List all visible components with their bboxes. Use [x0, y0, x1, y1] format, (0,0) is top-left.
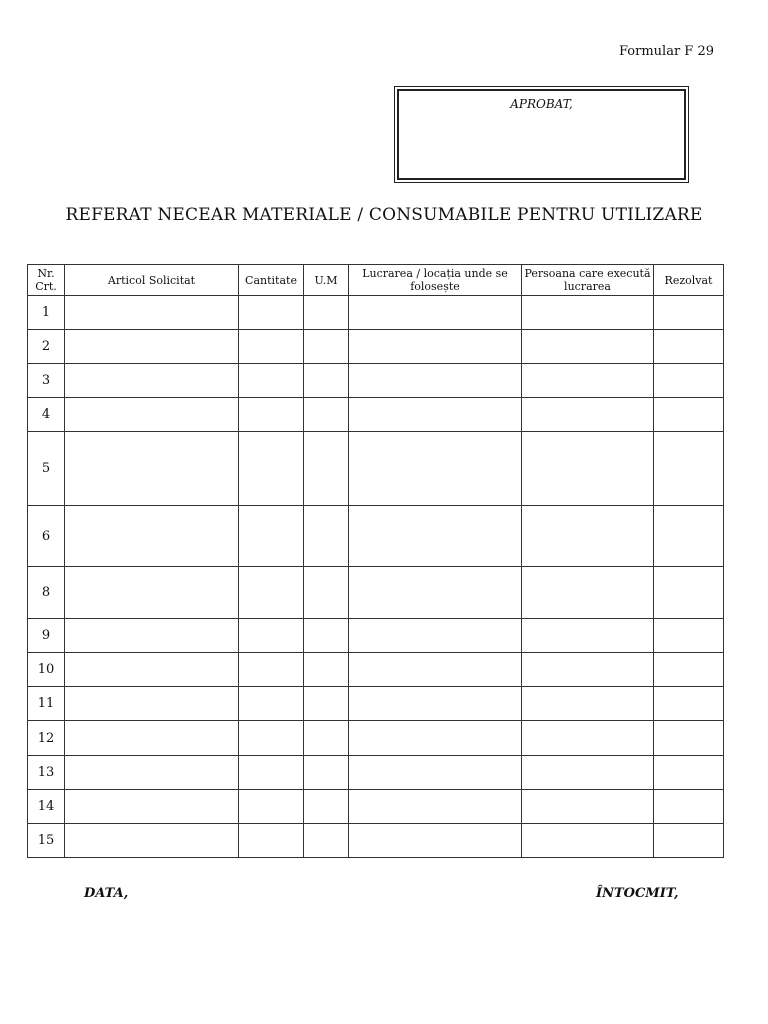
- row-number: 4: [28, 398, 65, 432]
- article-cell[interactable]: [65, 721, 239, 756]
- table-header-row: [28, 265, 724, 296]
- article-cell[interactable]: [65, 506, 239, 567]
- resolved-cell[interactable]: [654, 506, 724, 567]
- location-cell[interactable]: [349, 364, 522, 398]
- col-header-resolved: Rezolvat: [654, 265, 724, 296]
- col-header-location: Lucrarea / locația unde se folosește: [349, 265, 522, 296]
- table-row: [28, 330, 724, 364]
- unit-cell[interactable]: [304, 756, 349, 790]
- location-cell[interactable]: [349, 619, 522, 653]
- resolved-cell[interactable]: [654, 790, 724, 824]
- location-cell[interactable]: [349, 653, 522, 687]
- row-number: 11: [28, 687, 65, 721]
- row-number: 6: [28, 506, 65, 567]
- person-cell[interactable]: [522, 398, 654, 432]
- resolved-cell[interactable]: [654, 824, 724, 858]
- quantity-cell[interactable]: [239, 721, 304, 756]
- resolved-cell[interactable]: [654, 687, 724, 721]
- resolved-cell[interactable]: [654, 721, 724, 756]
- resolved-cell[interactable]: [654, 330, 724, 364]
- quantity-cell[interactable]: [239, 619, 304, 653]
- quantity-cell[interactable]: [239, 653, 304, 687]
- article-cell[interactable]: [65, 619, 239, 653]
- quantity-cell[interactable]: [239, 567, 304, 619]
- row-number: 8: [28, 567, 65, 619]
- location-cell[interactable]: [349, 790, 522, 824]
- person-cell[interactable]: [522, 721, 654, 756]
- row-number: 1: [28, 296, 65, 330]
- table-row: [28, 567, 724, 619]
- table-row: [28, 364, 724, 398]
- article-cell[interactable]: [65, 432, 239, 506]
- resolved-cell[interactable]: [654, 398, 724, 432]
- row-number: 10: [28, 653, 65, 687]
- table-row: [28, 721, 724, 756]
- unit-cell[interactable]: [304, 721, 349, 756]
- location-cell[interactable]: [349, 506, 522, 567]
- row-number: 2: [28, 330, 65, 364]
- row-number: 12: [28, 721, 65, 756]
- article-cell[interactable]: [65, 330, 239, 364]
- person-cell[interactable]: [522, 296, 654, 330]
- resolved-cell[interactable]: [654, 567, 724, 619]
- row-number: 15: [28, 824, 65, 858]
- resolved-cell[interactable]: [654, 296, 724, 330]
- location-cell[interactable]: [349, 432, 522, 506]
- row-number: 13: [28, 756, 65, 790]
- table-row: [28, 296, 724, 330]
- resolved-cell[interactable]: [654, 653, 724, 687]
- quantity-cell[interactable]: [239, 824, 304, 858]
- approval-label: APROBAT,: [397, 89, 686, 180]
- resolved-cell[interactable]: [654, 432, 724, 506]
- location-cell[interactable]: [349, 398, 522, 432]
- location-cell[interactable]: [349, 824, 522, 858]
- table-row: [28, 824, 724, 858]
- unit-cell[interactable]: [304, 330, 349, 364]
- table-row: [28, 653, 724, 687]
- article-cell[interactable]: [65, 653, 239, 687]
- quantity-cell[interactable]: [239, 756, 304, 790]
- row-number: 14: [28, 790, 65, 824]
- article-cell[interactable]: [65, 756, 239, 790]
- person-cell[interactable]: [522, 619, 654, 653]
- table-row: [28, 432, 724, 506]
- person-cell[interactable]: [522, 330, 654, 364]
- article-cell[interactable]: [65, 296, 239, 330]
- person-cell[interactable]: [522, 432, 654, 506]
- table-row: [28, 398, 724, 432]
- location-cell[interactable]: [349, 567, 522, 619]
- unit-cell[interactable]: [304, 567, 349, 619]
- document-title: REFERAT NECEAR MATERIALE / CONSUMABILE PENTRU UTILIZARE: [65, 205, 703, 225]
- row-number: 5: [28, 432, 65, 506]
- unit-cell[interactable]: [304, 364, 349, 398]
- article-cell[interactable]: [65, 364, 239, 398]
- unit-cell[interactable]: [304, 432, 349, 506]
- table-row: [28, 687, 724, 721]
- table-row: [28, 756, 724, 790]
- article-cell[interactable]: [65, 790, 239, 824]
- unit-cell[interactable]: [304, 687, 349, 721]
- row-number: 9: [28, 619, 65, 653]
- col-header-unit: U.M: [304, 265, 349, 296]
- row-number: 3: [28, 364, 65, 398]
- unit-cell[interactable]: [304, 653, 349, 687]
- location-cell[interactable]: [349, 687, 522, 721]
- prepared-by-label: ÎNTOCMIT,: [596, 886, 679, 901]
- person-cell[interactable]: [522, 687, 654, 721]
- resolved-cell[interactable]: [654, 364, 724, 398]
- quantity-cell[interactable]: [239, 790, 304, 824]
- person-cell[interactable]: [522, 506, 654, 567]
- location-cell[interactable]: [349, 756, 522, 790]
- col-header-quantity: Cantitate: [239, 265, 304, 296]
- table-row: [28, 790, 724, 824]
- form-code: Formular F 29: [619, 44, 714, 59]
- date-label: DATA,: [84, 886, 129, 901]
- materials-table: [27, 264, 724, 858]
- person-cell[interactable]: [522, 824, 654, 858]
- unit-cell[interactable]: [304, 790, 349, 824]
- article-cell[interactable]: [65, 567, 239, 619]
- resolved-cell[interactable]: [654, 619, 724, 653]
- col-header-person: Persoana care execută lucrarea: [522, 265, 654, 296]
- col-header-nr: Nr. Crt.: [28, 265, 65, 296]
- person-cell[interactable]: [522, 653, 654, 687]
- quantity-cell[interactable]: [239, 296, 304, 330]
- person-cell[interactable]: [522, 790, 654, 824]
- person-cell[interactable]: [522, 364, 654, 398]
- person-cell[interactable]: [522, 756, 654, 790]
- quantity-cell[interactable]: [239, 687, 304, 721]
- quantity-cell[interactable]: [239, 432, 304, 506]
- table-body: [28, 296, 724, 858]
- approval-box: [394, 86, 689, 183]
- location-cell[interactable]: [349, 330, 522, 364]
- article-cell[interactable]: [65, 687, 239, 721]
- unit-cell[interactable]: [304, 296, 349, 330]
- unit-cell[interactable]: [304, 398, 349, 432]
- person-cell[interactable]: [522, 567, 654, 619]
- table-row: [28, 506, 724, 567]
- unit-cell[interactable]: [304, 619, 349, 653]
- resolved-cell[interactable]: [654, 756, 724, 790]
- unit-cell[interactable]: [304, 824, 349, 858]
- col-header-article: Articol Solicitat: [65, 265, 239, 296]
- location-cell[interactable]: [349, 721, 522, 756]
- article-cell[interactable]: [65, 398, 239, 432]
- quantity-cell[interactable]: [239, 364, 304, 398]
- unit-cell[interactable]: [304, 506, 349, 567]
- location-cell[interactable]: [349, 296, 522, 330]
- quantity-cell[interactable]: [239, 330, 304, 364]
- table-row: [28, 619, 724, 653]
- quantity-cell[interactable]: [239, 506, 304, 567]
- quantity-cell[interactable]: [239, 398, 304, 432]
- article-cell[interactable]: [65, 824, 239, 858]
